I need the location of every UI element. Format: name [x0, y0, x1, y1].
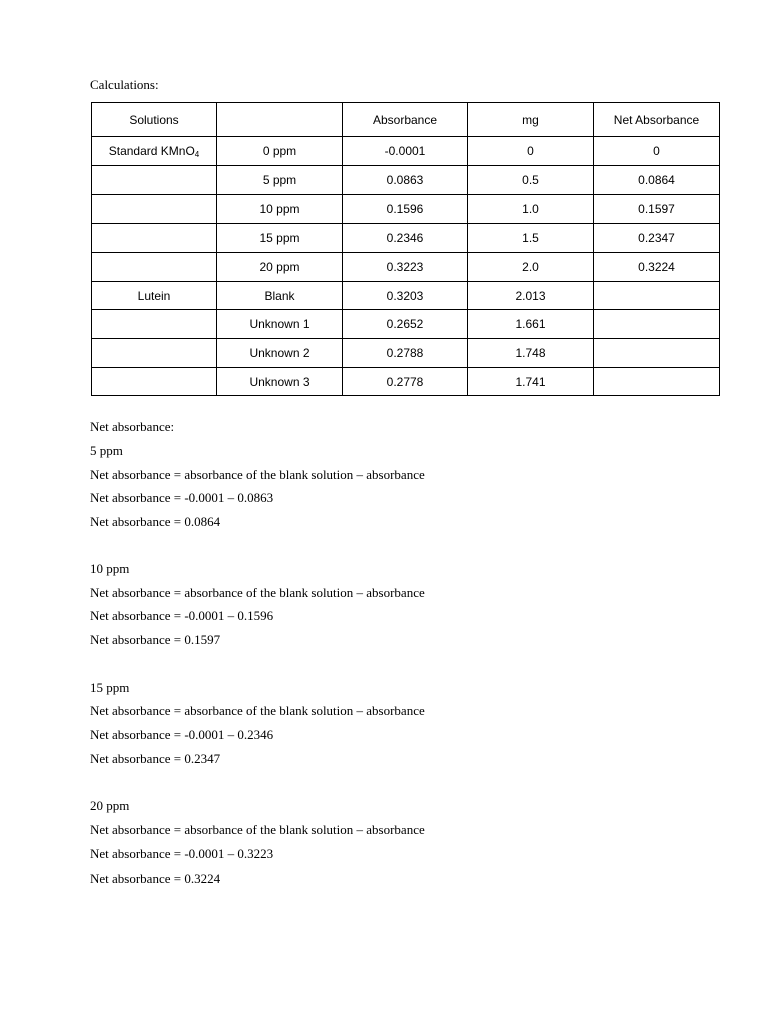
result-line: Net absorbance = 0.1597 — [90, 632, 221, 647]
table-cell: 0 — [594, 137, 720, 166]
table-cell: Blank — [217, 282, 343, 310]
table-cell: 0.2652 — [343, 310, 468, 339]
section-label: 15 ppm — [90, 680, 130, 695]
table-cell: 0.5 — [468, 166, 594, 195]
table-cell: 20 ppm — [217, 253, 343, 282]
table-row — [92, 137, 720, 166]
formula-line: Net absorbance = absorbance of the blank solution – absorbance — [90, 822, 425, 837]
table-row — [92, 195, 720, 224]
table-cell: 0.2346 — [343, 224, 468, 253]
table-cell: 1.0 — [468, 195, 594, 224]
section-label: 5 ppm — [90, 443, 123, 458]
table-row — [92, 253, 720, 282]
substitution-line: Net absorbance = -0.0001 – 0.2346 — [90, 727, 274, 742]
compound-name: Standard KMnO — [108, 144, 195, 158]
table-cell: 1.661 — [468, 310, 594, 339]
table-cell: 0 ppm — [217, 137, 343, 166]
table-cell: 0.2788 — [343, 339, 468, 368]
header-cell: Solutions — [92, 103, 217, 137]
table-cell — [92, 195, 217, 224]
section-label: 10 ppm — [90, 561, 130, 576]
result-line: Net absorbance = 0.2347 — [90, 751, 221, 766]
table-cell: Unknown 1 — [217, 310, 343, 339]
table-cell: 0.3224 — [594, 253, 720, 282]
formula-line: Net absorbance = absorbance of the blank solution – absorbance — [90, 467, 425, 482]
table-cell: 0.2778 — [343, 368, 468, 396]
table-cell: 0.3203 — [343, 282, 468, 310]
header-cell: mg — [468, 103, 594, 137]
table-cell: 2.0 — [468, 253, 594, 282]
table-header-row — [92, 103, 720, 137]
table-cell — [92, 339, 217, 368]
table-row — [92, 310, 720, 339]
table-cell — [594, 368, 720, 396]
table-cell — [594, 282, 720, 310]
table-row — [92, 166, 720, 195]
table-cell — [92, 253, 217, 282]
table-cell: Lutein — [92, 282, 217, 310]
table-row — [92, 339, 720, 368]
subscript: 4 — [194, 150, 200, 159]
table-cell: 0 — [468, 137, 594, 166]
table-cell — [594, 339, 720, 368]
table-cell: 0.0864 — [594, 166, 720, 195]
table-cell — [92, 368, 217, 396]
table-cell: Unknown 3 — [217, 368, 343, 396]
table-cell: -0.0001 — [343, 137, 468, 166]
table-cell: 0.3223 — [343, 253, 468, 282]
result-line: Net absorbance = 0.3224 — [90, 871, 221, 886]
table-cell — [92, 137, 217, 166]
formula-line: Net absorbance = absorbance of the blank solution – absorbance — [90, 585, 425, 600]
calculations-heading: Calculations: — [90, 77, 159, 92]
table-cell: 10 ppm — [217, 195, 343, 224]
table-cell — [92, 310, 217, 339]
table-cell: 5 ppm — [217, 166, 343, 195]
table-cell: 2.013 — [468, 282, 594, 310]
table-cell — [92, 166, 217, 195]
substitution-line: Net absorbance = -0.0001 – 0.0863 — [90, 490, 274, 505]
table-cell — [92, 224, 217, 253]
table-row — [92, 224, 720, 253]
table-cell: 0.1597 — [594, 195, 720, 224]
table-cell: 1.748 — [468, 339, 594, 368]
section-label: 20 ppm — [90, 798, 130, 813]
table-cell: 0.2347 — [594, 224, 720, 253]
header-cell: Absorbance — [343, 103, 468, 137]
formula-line: Net absorbance = absorbance of the blank solution – absorbance — [90, 703, 425, 718]
table-cell: 1.5 — [468, 224, 594, 253]
table-row — [92, 282, 720, 310]
table-row — [92, 368, 720, 396]
substitution-line: Net absorbance = -0.0001 – 0.3223 — [90, 846, 274, 861]
net-absorbance-title: Net absorbance: — [90, 419, 175, 434]
header-cell: Net Absorbance — [594, 103, 720, 137]
table-cell: 1.741 — [468, 368, 594, 396]
header-cell — [217, 103, 343, 137]
table-cell: 0.0863 — [343, 166, 468, 195]
table-cell: Unknown 2 — [217, 339, 343, 368]
table-cell: 0.1596 — [343, 195, 468, 224]
substitution-line: Net absorbance = -0.0001 – 0.1596 — [90, 608, 274, 623]
absorbance-table — [91, 102, 720, 396]
table-cell: 15 ppm — [217, 224, 343, 253]
result-line: Net absorbance = 0.0864 — [90, 514, 221, 529]
table-cell — [594, 310, 720, 339]
